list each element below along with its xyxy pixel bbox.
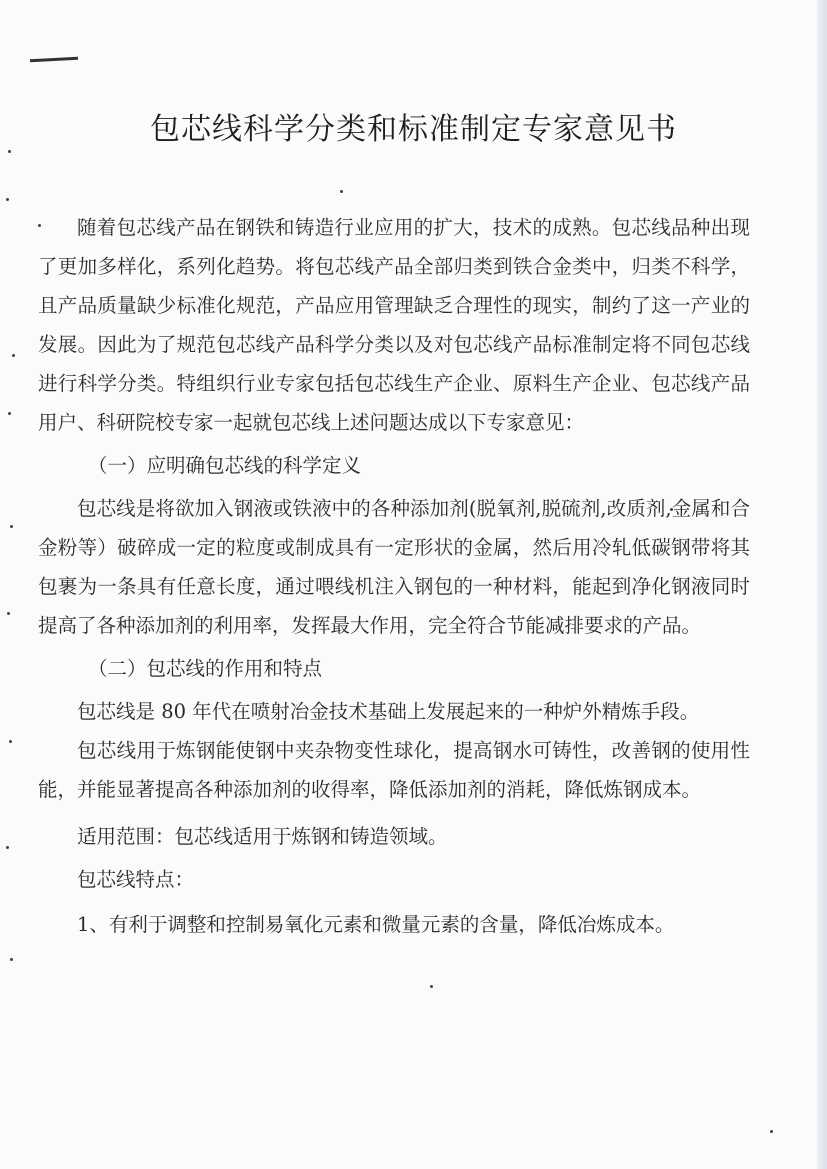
- scan-speck: [340, 190, 343, 193]
- scan-speck: [10, 958, 13, 961]
- scope-line: 适用范围：包芯线适用于炼钢和铸造领域。: [77, 825, 448, 848]
- scan-speck: [6, 846, 9, 849]
- corner-pen-mark: [30, 57, 78, 63]
- scan-edge-shadow: [817, 0, 827, 1169]
- scan-speck: [10, 525, 13, 528]
- document-title: 包芯线科学分类和标准制定专家意见书: [150, 112, 677, 147]
- section2-paragraph-1: 包芯线是 80 年代在喷射冶金技术基础上发展起来的一种炉外精炼手段。: [77, 700, 700, 723]
- feature-item-1: 1、有利于调整和控制易氧化元素和微量元素的含量，降低冶炼成本。: [77, 913, 675, 936]
- intro-paragraph: 随着包芯线产品在钢铁和铸造行业应用的扩大，技术的成熟。包芯线品种出现了更加多样化，系列化趋势。将包芯线产品全部归类到铁合金类中，归类不科学，且产品质量缺少标准化规范，产品应用管理缺乏合理性的现实，制约了这一产业的发展。因此为了规范包芯线产品科学分类以及对包芯线产品标准制定将不同包芯线进行科学分类。特组织行业专家包括包芯线生产企业、原料生产企业、包芯线产品用户、科研院校专家一起就包芯线上述问题达成以下专家意见：: [38, 216, 750, 434]
- scan-speck: [8, 412, 11, 415]
- scan-speck: [770, 1130, 773, 1133]
- scan-speck: [6, 198, 9, 201]
- section1-paragraph: 包芯线是将欲加入钢液或铁液中的各种添加剂(脱氧剂,脱硫剂,改质剂,金属和合金粉等）破碎成一定的粒度或制成具有一定形状的金属，然后用冷轧低碳钢带将其包裹为一条具有任意长度，通过喂线机注入钢包的一种材料，能起到净化钢液同时提高了各种添加剂的利用率，发挥最大作用，完全符合节能减排要求的产品。: [38, 497, 750, 637]
- scan-speck: [7, 612, 10, 615]
- section2-paragraph-2: 包芯线用于炼钢能使钢中夹杂物变性球化，提高钢水可铸性，改善钢的使用性能，并能显著提高各种添加剂的收得率，降低添加剂的消耗，降低炼钢成本。: [38, 739, 750, 801]
- section1-heading: （一）应明确包芯线的科学定义: [88, 454, 362, 477]
- scan-speck: [9, 740, 12, 743]
- document-body: [38, 208, 750, 944]
- section2-heading: （二）包芯线的作用和特点: [88, 657, 323, 680]
- scan-speck: [430, 985, 433, 988]
- scan-speck: [12, 354, 15, 357]
- features-label: 包芯线特点：: [77, 868, 195, 891]
- scan-speck: [8, 150, 11, 153]
